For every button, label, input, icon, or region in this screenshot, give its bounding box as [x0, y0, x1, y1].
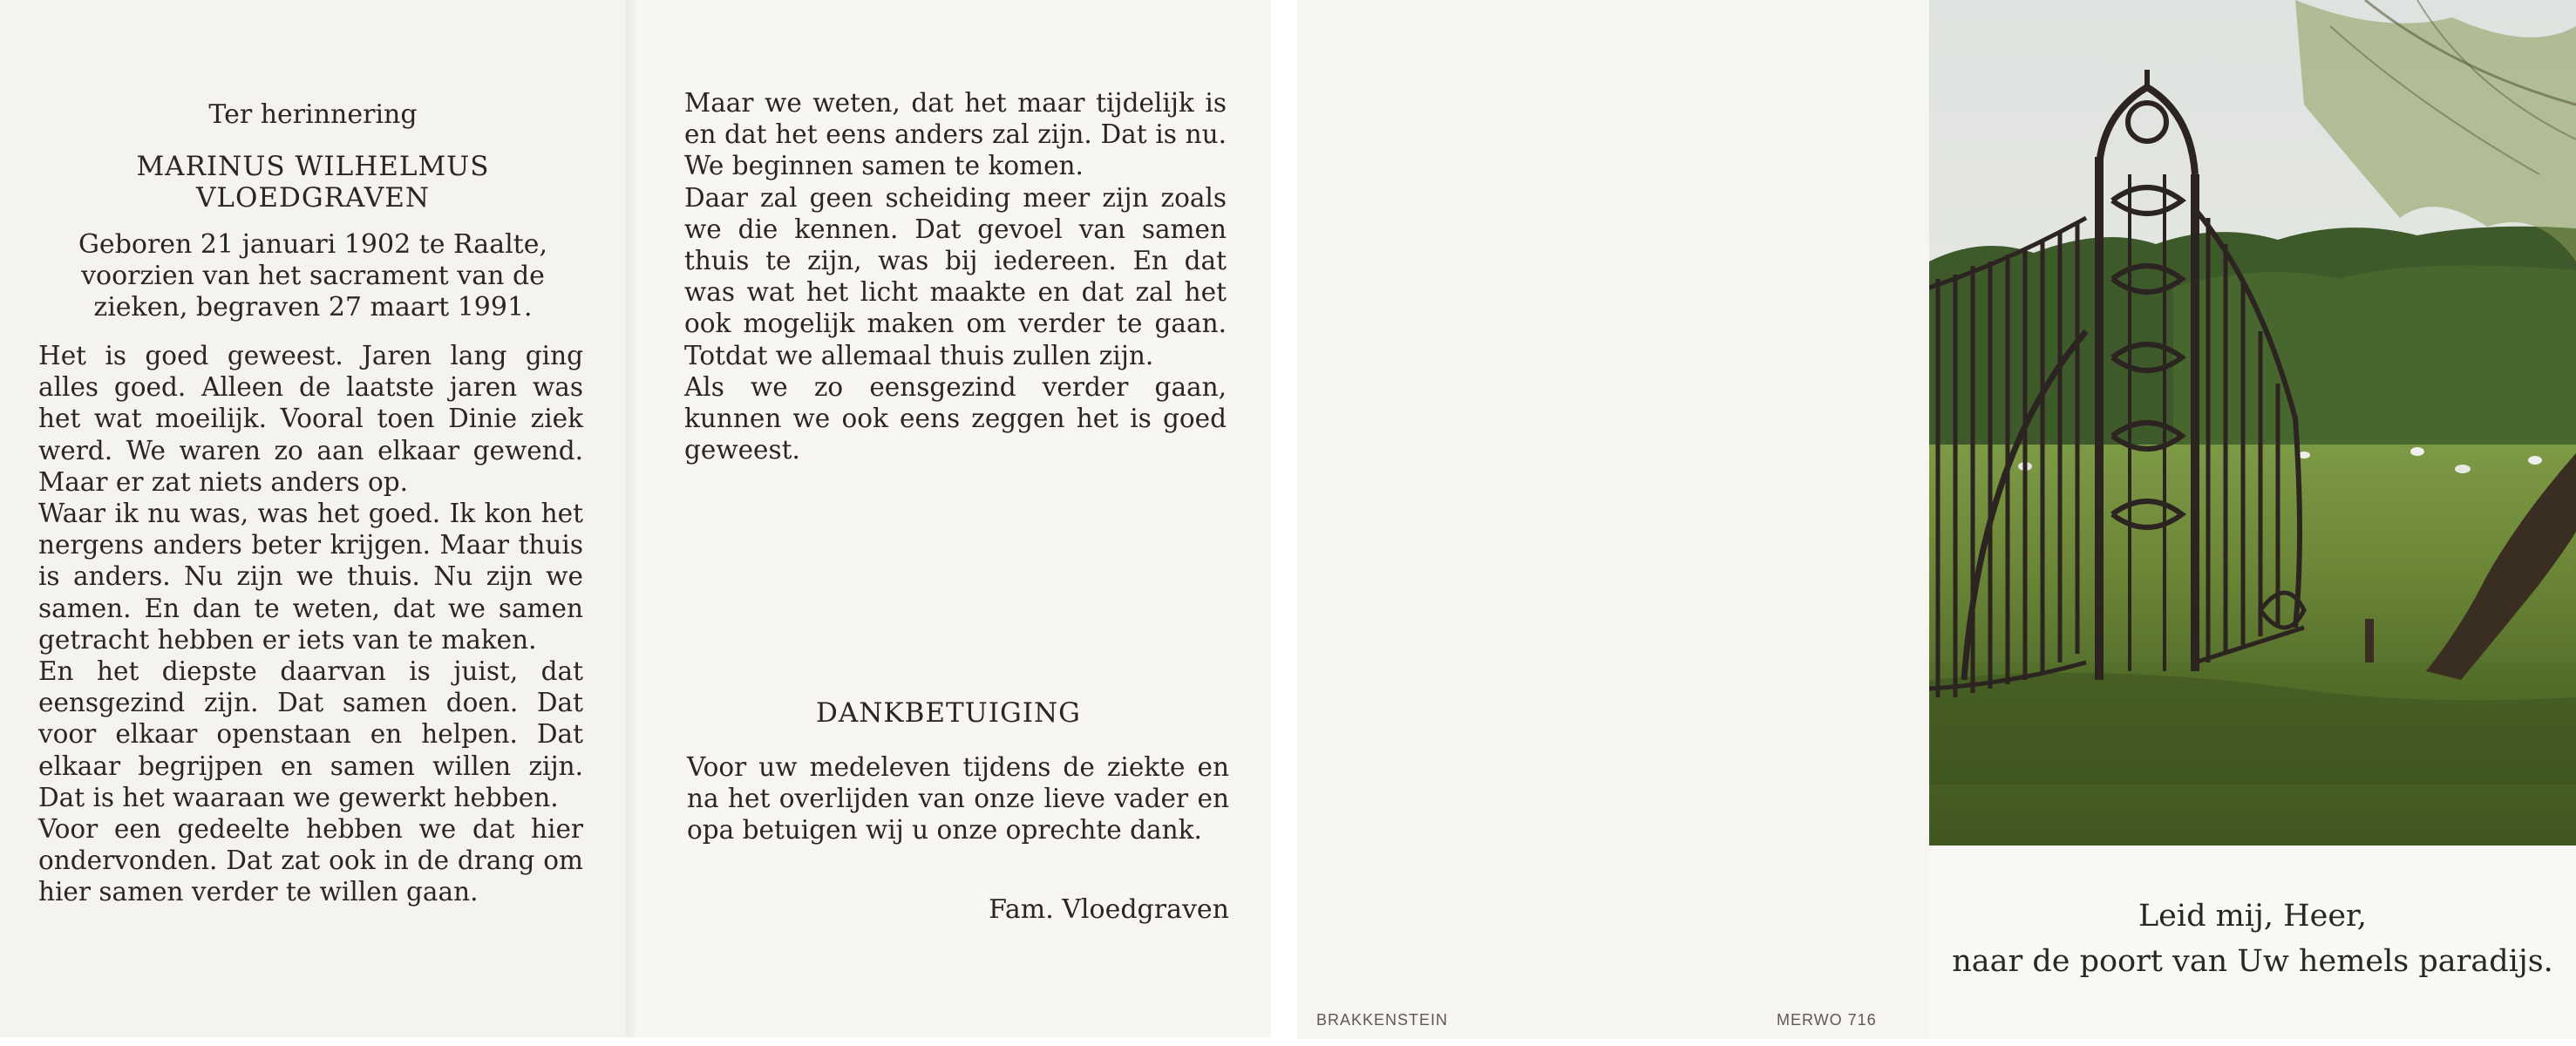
- left-paragraph: Het is goed geweest. Jaren lang ging alles goed. Alleen de laatste jaren was het wat moeilijk. Vooral toen Dinie ziek werd. We waren zo aan elkaar gewend. Maar er zat niets anders op.: [38, 341, 583, 497]
- publisher-label: BRAKKENSTEIN: [1316, 1011, 1449, 1029]
- right-memorial-text: [684, 87, 1227, 465]
- signature: Fam. Vloedgraven: [989, 894, 1229, 925]
- left-paragraph: En het diepste daarvan is juist, dat eensgezind zijn. Dat samen doen. Dat voor elkaar openstaan en helpen. Dat elkaar begrijpen en samen willen zijn. Dat is het waaraan we gewerkt hebben.: [38, 656, 583, 812]
- birth-line-2: voorzien van het sacrament van de: [81, 261, 545, 291]
- product-code: MERWO 716: [1777, 1011, 1877, 1029]
- right-paragraph: Daar zal geen scheiding meer zijn zoals we die kennen. Dat gevoel van samen thuis te zijn, was bij iedereen. En dat was wat het licht maakte en dat zal het ook mogelijk maken om verder te gaan. Totdat we allemaal thuis zullen zijn.: [684, 182, 1227, 370]
- thanks-text-block: [687, 751, 1229, 846]
- right-paragraph: Als we zo eensgezind verder gaan, kunnen we ook eens zeggen het is goed geweest.: [684, 371, 1227, 465]
- prayer-line-1: Leid mij, Heer,: [2138, 899, 2368, 934]
- card-header: Ter herinnering: [208, 99, 418, 130]
- left-paragraph: Waar ik nu was, was het goed. Ik kon het nergens anders beter krijgen. Maar thuis is anders. Nu zijn we thuis. Nu zijn we samen. En dan te weten, dat we samen getracht hebben er iets van te maken.: [38, 499, 583, 655]
- birth-line-1: Geboren 21 januari 1902 te Raalte,: [78, 229, 548, 260]
- deceased-name-line2: VLOEDGRAVEN: [196, 182, 430, 214]
- outer-back-panel: [1297, 0, 1929, 1039]
- prayer-line-2: naar de poort van Uw hemels paradijs.: [1952, 944, 2553, 979]
- left-memorial-text: [38, 340, 583, 908]
- right-paragraph: Maar we weten, dat het maar tijdelijk is en dat het eens anders zal zijn. Dat is nu. We beginnen samen te komen.: [684, 88, 1227, 181]
- left-paragraph: Voor een gedeelte hebben we dat hier ondervonden. Dat zat ook in de drang om hier samen verder te willen gaan.: [38, 814, 583, 907]
- birth-line-3: zieken, begraven 27 maart 1991.: [93, 292, 533, 323]
- thanks-title: DANKBETUIGING: [816, 697, 1081, 729]
- deceased-name-line1: MARINUS WILHELMUS: [136, 151, 490, 182]
- thanks-text: Voor uw medeleven tijdens de ziekte en na het overlijden van onze lieve vader en opa betuigen wij u onze oprechte dank.: [687, 752, 1229, 846]
- iron-gate-in-meadow-icon: [1929, 0, 2576, 846]
- fold-shadow: [626, 0, 638, 1037]
- scan-gap: [1271, 0, 1297, 1046]
